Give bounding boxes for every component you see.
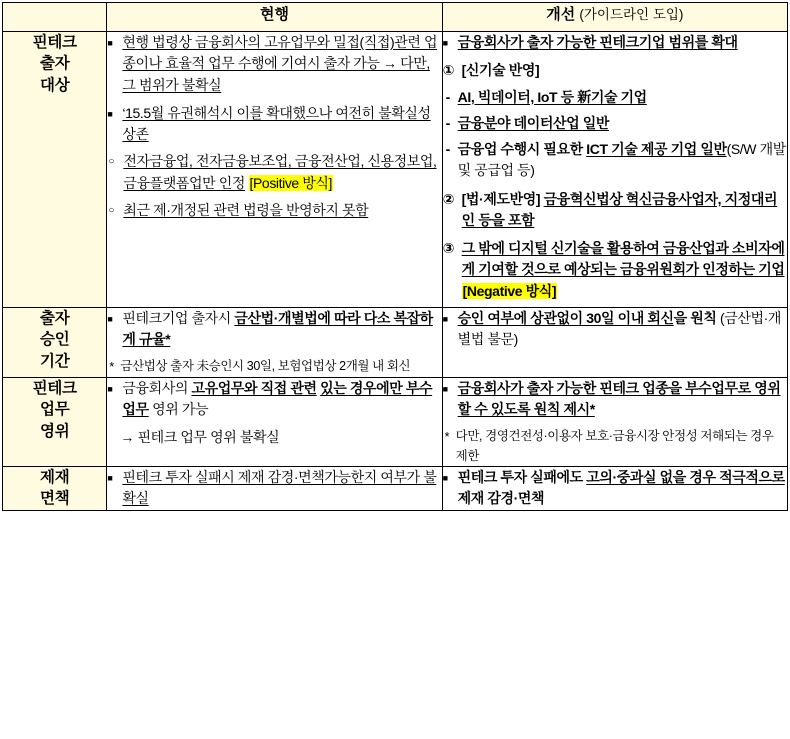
number-marker: ①	[442, 62, 455, 79]
list-item: ■ 승인 여부에 상관없이 30일 이내 회신을 원칙 (금산법·개별법 불문)	[443, 308, 787, 351]
cell-current-3	[107, 377, 442, 466]
bullet-list	[107, 467, 441, 510]
row-label-line: 핀테크	[32, 34, 77, 51]
table-head	[3, 3, 788, 32]
cell-current-2	[107, 307, 442, 377]
cell-current-1	[107, 32, 442, 308]
bullet-list	[443, 32, 787, 53]
header-improve	[442, 3, 787, 32]
bullet-list	[107, 378, 441, 421]
row-label-line: 핀테크	[32, 379, 77, 397]
header-improve-main: 개선	[546, 6, 576, 23]
table-row	[3, 377, 788, 466]
item-text: 금융혁신법상 혁신금융사업자, 지정대리인 등을 포함	[461, 190, 778, 228]
bullet-list	[443, 467, 787, 510]
list-item: ■ 금융회사가 출자 가능한 핀테크기업 범위를 확대	[443, 32, 787, 53]
highlight-positive: [Positive 방식]	[249, 174, 333, 191]
row-label-line: 승인	[40, 331, 70, 349]
footnote: * 금산법상 출자 未승인시 30일, 보험업법상 2개월 내 회신	[107, 357, 441, 376]
list-item: ○ 최근 제·개정된 관련 법령을 반영하지 못함	[107, 200, 441, 221]
list-item: ■ ‘15.5월 유권해석시 이를 확대했으나 여전히 불확실성 상존	[107, 103, 441, 146]
row-label-line: 영위	[40, 422, 70, 440]
list-item: - 금융업 수행시 필요한 ICT 기술 제공 기업 일반(S/W 개발 및 공급업 등)	[443, 139, 787, 182]
row-label-line: 업무	[40, 401, 70, 419]
numbered-list	[443, 60, 787, 81]
bullet-list	[443, 308, 787, 351]
table-row	[3, 32, 788, 308]
header-row	[3, 3, 788, 32]
circle-list	[107, 151, 441, 221]
footnote: * 다만, 경영건전성·이용자 보호·금융시장 안정성 저해되는 경우 제한	[443, 427, 787, 466]
cell-improve-3	[442, 377, 787, 466]
row-label-fintech-investment-target	[3, 32, 107, 308]
list-item: ■ 현행 법령상 금융회사의 고유업무와 밀접(직접)관련 업종이나 효율적 업무 수행에 기여시 출자 가능 → 다만, 그 범위가 불확실	[107, 32, 441, 96]
row-label-fintech-business-scope	[3, 377, 107, 466]
list-item: - 금융분야 데이터산업 일반	[443, 113, 787, 134]
row-label-line: 기간	[40, 352, 70, 370]
list-item	[443, 60, 787, 81]
list-item: ○ 전자금융업, 전자금융보조업, 금융전산업, 신용정보업, 금융플랫폼업만 인정 [Positive 방식]	[107, 151, 441, 194]
list-item: - AI, 빅데이터, IoT 등 新기술 기업	[443, 87, 787, 108]
row-label-approval-period	[3, 307, 107, 377]
list-item: ■ 금융회사가 출자 가능한 핀테크 업종을 부수업무로 영위할 수 있도록 원칙 제시*	[443, 378, 787, 421]
row-label-sanction-exemption	[3, 467, 107, 511]
list-item: ■ 금융회사의 고유업무와 직접 관련 있는 경우에만 부수업무 영위 가능	[107, 378, 441, 421]
item-title: [법·제도반영]	[461, 190, 541, 207]
number-marker: ③	[442, 240, 455, 257]
list-item: ■ 핀테크 투자 실패시 제재 감경·면책가능한지 여부가 불확실	[107, 467, 441, 510]
table-row	[3, 467, 788, 511]
header-current: 현행	[107, 3, 442, 32]
highlight-negative: [Negative 방식]	[462, 282, 557, 299]
dash-list	[443, 87, 787, 182]
item-title: [신기술 반영]	[461, 62, 540, 79]
arrow-note: → 핀테크 업무 영위 불확실	[120, 429, 280, 446]
row-label-line: 출자	[40, 55, 70, 73]
row-label-line: 출자	[40, 309, 70, 327]
bullet-list	[107, 32, 441, 145]
list-item	[443, 189, 787, 232]
numbered-list	[443, 189, 787, 302]
table-row	[3, 307, 788, 377]
row-label-line: 제재	[40, 469, 70, 487]
cell-improve-2	[442, 307, 787, 377]
row-label-line: 대상	[40, 76, 70, 94]
row-label-line: 면책	[40, 490, 70, 508]
bullet-list	[443, 378, 787, 421]
cell-current-4	[107, 467, 442, 511]
header-blank	[3, 3, 107, 32]
header-improve-sub: (가이드라인 도입)	[579, 7, 684, 22]
cell-improve-4	[442, 467, 787, 511]
bullet-list	[107, 308, 441, 351]
list-item: ■ 핀테크기업 출자시 금산법·개별법에 따라 다소 복잡하게 규율*	[107, 308, 441, 351]
table-body	[3, 32, 788, 511]
comparison-table	[2, 2, 788, 511]
list-item: ③ 그 밖에 디지털 신기술을 활용하여 금융산업과 소비자에게 기여할 것으로 예상되는 금융위원회가 인정하는 기업 [Negative 방식]	[442, 240, 785, 299]
number-marker: ②	[442, 190, 455, 207]
list-item: ■ 핀테크 투자 실패에도 고의·중과실 없을 경우 적극적으로 제재 감경·면책	[443, 467, 787, 510]
cell-improve-1	[442, 32, 787, 308]
